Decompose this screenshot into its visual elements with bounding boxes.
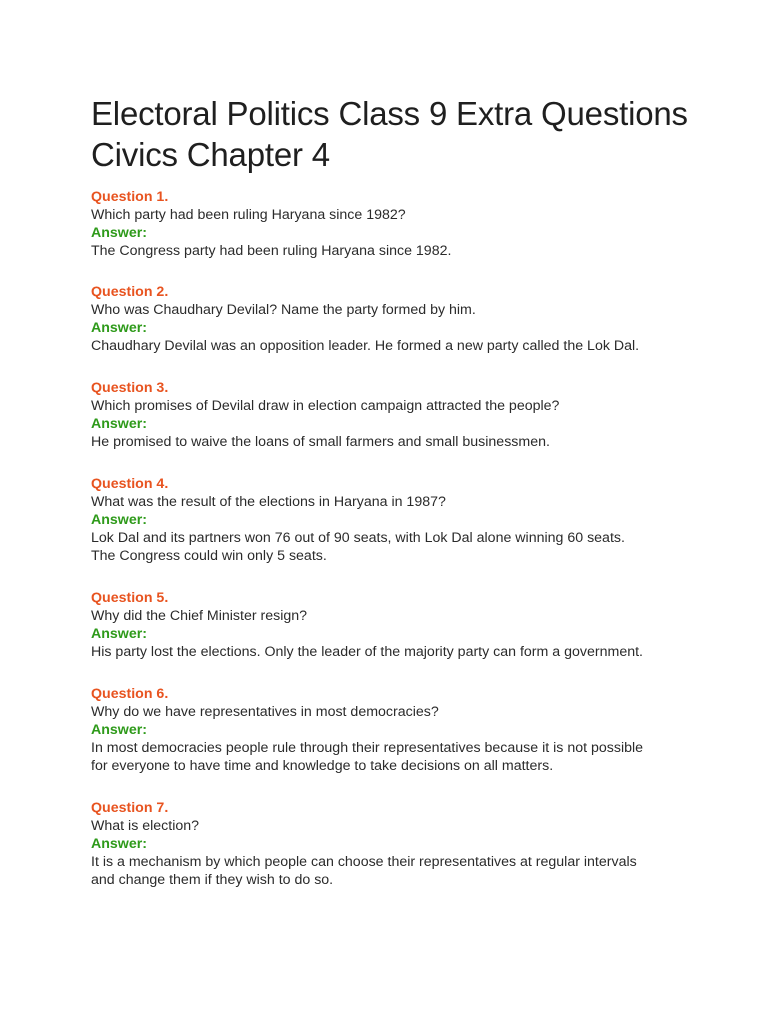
question-text: Why do we have representatives in most democracies?	[91, 704, 439, 720]
answer-text: Lok Dal and its partners won 76 out of 90 seats, with Lok Dal alone winning 60 seats.	[91, 530, 625, 546]
answer-text: His party lost the elections. Only the leader of the majority party can form a government.	[91, 644, 643, 660]
question-text: Which promises of Devilal draw in election campaign attracted the people?	[91, 398, 560, 414]
answer-text: The Congress could win only 5 seats.	[91, 548, 327, 564]
question-label: Question 4.	[91, 476, 169, 492]
question-label: Question 6.	[91, 686, 169, 702]
question-text: What is election?	[91, 818, 200, 834]
answer-label: Answer:	[91, 626, 147, 642]
answer-text: In most democracies people rule through their representatives because it is not possible	[91, 740, 644, 756]
answer-text: and change them if they wish to do so.	[91, 872, 334, 888]
question-label: Question 2.	[91, 284, 169, 300]
qa-list	[91, 188, 711, 889]
answer-text: He promised to waive the loans of small farmers and small businessmen.	[91, 434, 550, 450]
qa-item	[91, 188, 711, 260]
answer-label: Answer:	[91, 512, 147, 528]
answer-label: Answer:	[91, 722, 147, 738]
answer-label: Answer:	[91, 225, 147, 241]
answer-text: The Congress party had been ruling Haryana since 1982.	[91, 243, 452, 259]
question-label: Question 3.	[91, 380, 169, 396]
answer-label: Answer:	[91, 836, 147, 852]
qa-item	[91, 475, 711, 565]
answer-text: It is a mechanism by which people can choose their representatives at regular intervals	[91, 854, 637, 870]
answer-label: Answer:	[91, 320, 147, 336]
answer-text: Chaudhary Devilal was an opposition leader. He formed a new party called the Lok Dal.	[91, 338, 640, 354]
qa-item	[91, 283, 711, 355]
question-label: Question 7.	[91, 800, 169, 816]
qa-item	[91, 589, 711, 661]
question-label: Question 5.	[91, 590, 169, 606]
answer-label: Answer:	[91, 416, 147, 432]
question-text: What was the result of the elections in Haryana in 1987?	[91, 494, 446, 510]
qa-item	[91, 799, 711, 889]
page-title: Electoral Politics Class 9 Extra Questions Civics Chapter 4	[91, 95, 688, 173]
question-text: Which party had been ruling Haryana since 1982?	[91, 207, 406, 223]
question-label: Question 1.	[91, 189, 169, 205]
answer-text: for everyone to have time and knowledge to take decisions on all matters.	[91, 758, 554, 774]
question-text: Who was Chaudhary Devilal? Name the party formed by him.	[91, 302, 476, 318]
qa-item	[91, 379, 711, 451]
qa-item	[91, 685, 711, 775]
question-text: Why did the Chief Minister resign?	[91, 608, 308, 624]
